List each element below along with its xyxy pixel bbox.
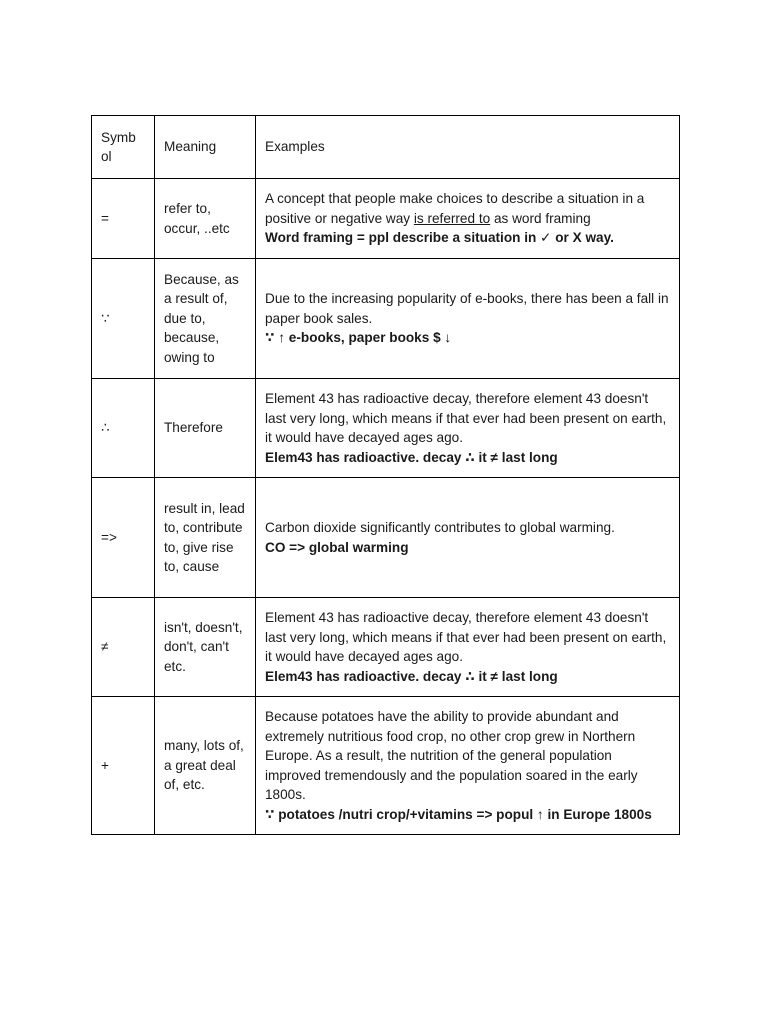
row-symbol: ≠ bbox=[92, 598, 155, 697]
header-examples: Examples bbox=[256, 116, 680, 179]
example-note: Word framing = ppl describe a situation in ✓ or X way. bbox=[265, 230, 614, 246]
example-text-start: A concept that people make choices to describe a situation in a positive or negative way bbox=[265, 191, 645, 226]
row-meaning: refer to, occur, ..etc bbox=[155, 179, 256, 259]
example-note: ∵ potatoes /nutri crop/+vitamins => popul ↑ in Europe 1800s bbox=[265, 806, 652, 822]
table-header-row bbox=[92, 116, 680, 179]
example-text: Element 43 has radioactive decay, therefore element 43 doesn't last very long, which means if that ever had been present on earth, it would have decayed ages ago. bbox=[265, 391, 667, 445]
example-text: Element 43 has radioactive decay, therefore element 43 doesn't last very long, which means if that ever had been present on earth, it would have decayed ages ago. bbox=[265, 610, 667, 664]
example-note: Elem43 has radioactive. decay ∴ it ≠ last long bbox=[265, 668, 558, 684]
row-symbol: = bbox=[92, 179, 155, 259]
example-text: Carbon dioxide significantly contributes to global warming. bbox=[265, 520, 615, 535]
row-symbol: + bbox=[92, 697, 155, 835]
table-row bbox=[92, 379, 680, 478]
row-symbol: => bbox=[92, 478, 155, 598]
row-symbol: ∴ bbox=[92, 379, 155, 478]
header-meaning: Meaning bbox=[155, 116, 256, 179]
example-text bbox=[265, 189, 670, 228]
row-meaning: result in, lead to, contribute to, give rise to, cause bbox=[155, 478, 256, 598]
header-symbol: Symb ol bbox=[92, 116, 155, 179]
example-note: CO => global warming bbox=[265, 539, 409, 555]
table-row bbox=[92, 697, 680, 835]
example-text: Due to the increasing popularity of e-books, there has been a fall in paper book sales. bbox=[265, 291, 669, 326]
row-meaning: isn't, doesn't, don't, can't etc. bbox=[155, 598, 256, 697]
row-example bbox=[256, 478, 680, 598]
row-example bbox=[256, 259, 680, 379]
row-symbol: ∵ bbox=[92, 259, 155, 379]
row-meaning: Because, as a result of, due to, because, owing to bbox=[155, 259, 256, 379]
row-meaning: many, lots of, a great deal of, etc. bbox=[155, 697, 256, 835]
example-note: ∵ ↑ e-books, paper books $ ↓ bbox=[265, 330, 452, 346]
table-row bbox=[92, 179, 680, 259]
row-example bbox=[256, 179, 680, 259]
row-meaning: Therefore bbox=[155, 379, 256, 478]
table-row bbox=[92, 259, 680, 379]
symbols-table bbox=[91, 115, 680, 835]
row-example bbox=[256, 697, 680, 835]
row-example bbox=[256, 379, 680, 478]
row-example bbox=[256, 598, 680, 697]
example-text-end: as word framing bbox=[490, 210, 591, 226]
table-row bbox=[92, 478, 680, 598]
table-row bbox=[92, 598, 680, 697]
example-underlined-text: is referred to bbox=[413, 210, 491, 226]
example-text: Because potatoes have the ability to provide abundant and extremely nutritious food crop, no other crop grew in Northern Europe. As a result, the nutrition of the general population improved tremendously and the population soared in the early 1800s. bbox=[265, 709, 638, 802]
example-note: Elem43 has radioactive. decay ∴ it ≠ last long bbox=[265, 449, 558, 465]
